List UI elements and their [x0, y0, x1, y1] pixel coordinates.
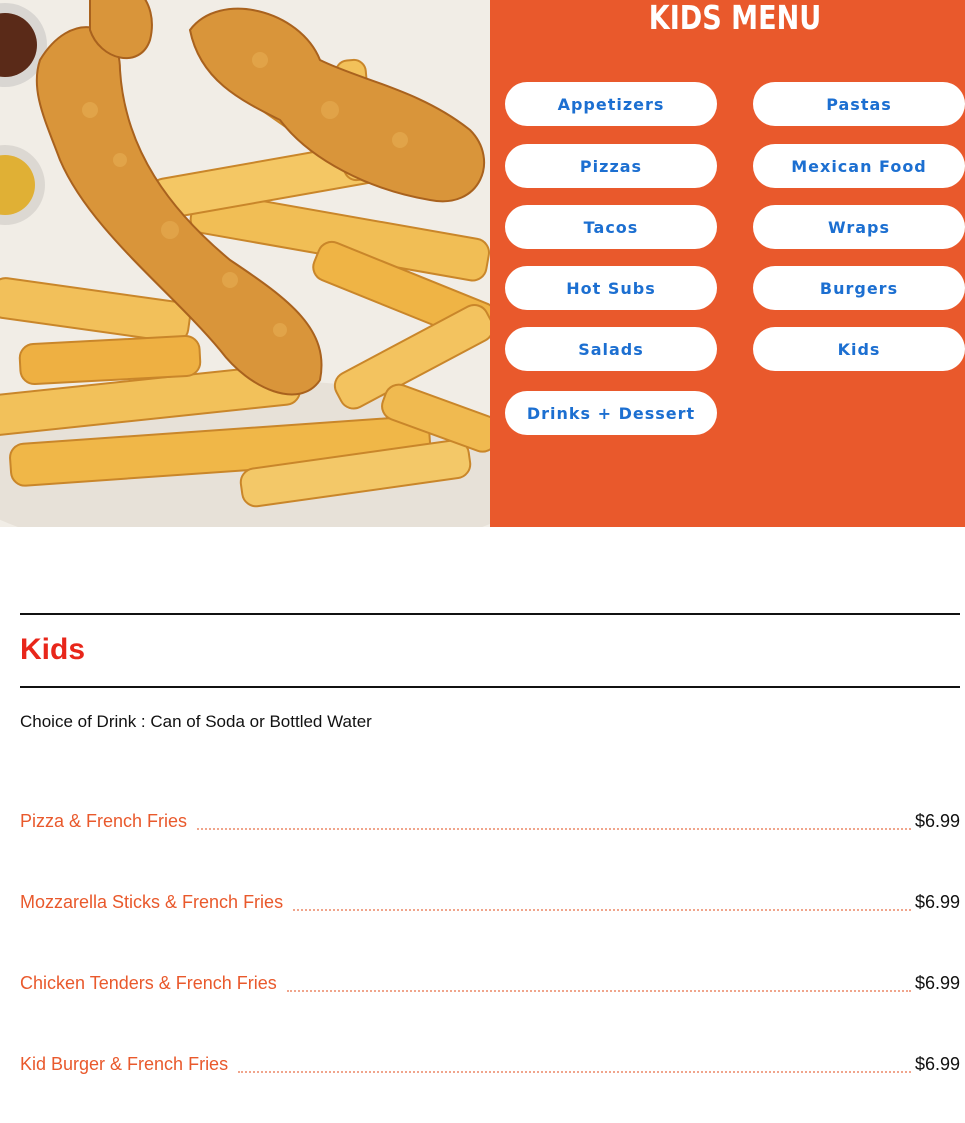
- nav-button-pizzas[interactable]: Pizzas: [505, 144, 717, 188]
- dot-leader: [197, 828, 911, 830]
- dot-leader: [238, 1071, 911, 1073]
- dot-leader: [293, 909, 911, 911]
- page-title: KIDS MENU: [648, 0, 822, 37]
- nav-button-burgers[interactable]: Burgers: [753, 266, 965, 310]
- food-photo: [0, 0, 490, 527]
- nav-button-tacos[interactable]: Tacos: [505, 205, 717, 249]
- menu-item: [20, 1051, 960, 1075]
- menu-item: [20, 808, 960, 832]
- divider-bottom: [20, 686, 960, 688]
- menu-item-name: Kid Burger & French Fries: [20, 1054, 229, 1074]
- menu-item-name: Pizza & French Fries: [20, 811, 188, 831]
- nav-button-hot-subs[interactable]: Hot Subs: [505, 266, 717, 310]
- menu-item-price: $6.99: [914, 892, 960, 912]
- divider-top: [20, 613, 960, 615]
- menu-item-price: $6.99: [914, 973, 960, 993]
- menu-nav-panel: [490, 0, 965, 527]
- nav-button-kids[interactable]: Kids: [753, 327, 965, 371]
- nav-button-appetizers[interactable]: Appetizers: [505, 82, 717, 126]
- menu-item-name: Mozzarella Sticks & French Fries: [20, 892, 284, 912]
- section-title: Kids: [20, 633, 86, 666]
- menu-item-name: Chicken Tenders & French Fries: [20, 973, 277, 993]
- nav-button-salads[interactable]: Salads: [505, 327, 717, 371]
- nav-button-pastas[interactable]: Pastas: [753, 82, 965, 126]
- menu-item: [20, 970, 960, 994]
- menu-item: [20, 889, 960, 913]
- menu-item-price: $6.99: [914, 811, 960, 831]
- hero-banner: [0, 0, 965, 527]
- section-description: Choice of Drink : Can of Soda or Bottled Water: [20, 712, 372, 731]
- menu-item-price: $6.99: [914, 1054, 960, 1074]
- nav-button-drinks-dessert[interactable]: Drinks + Dessert: [505, 391, 717, 435]
- dot-leader: [287, 990, 911, 992]
- nav-button-wraps[interactable]: Wraps: [753, 205, 965, 249]
- nav-button-mexican-food[interactable]: Mexican Food: [753, 144, 965, 188]
